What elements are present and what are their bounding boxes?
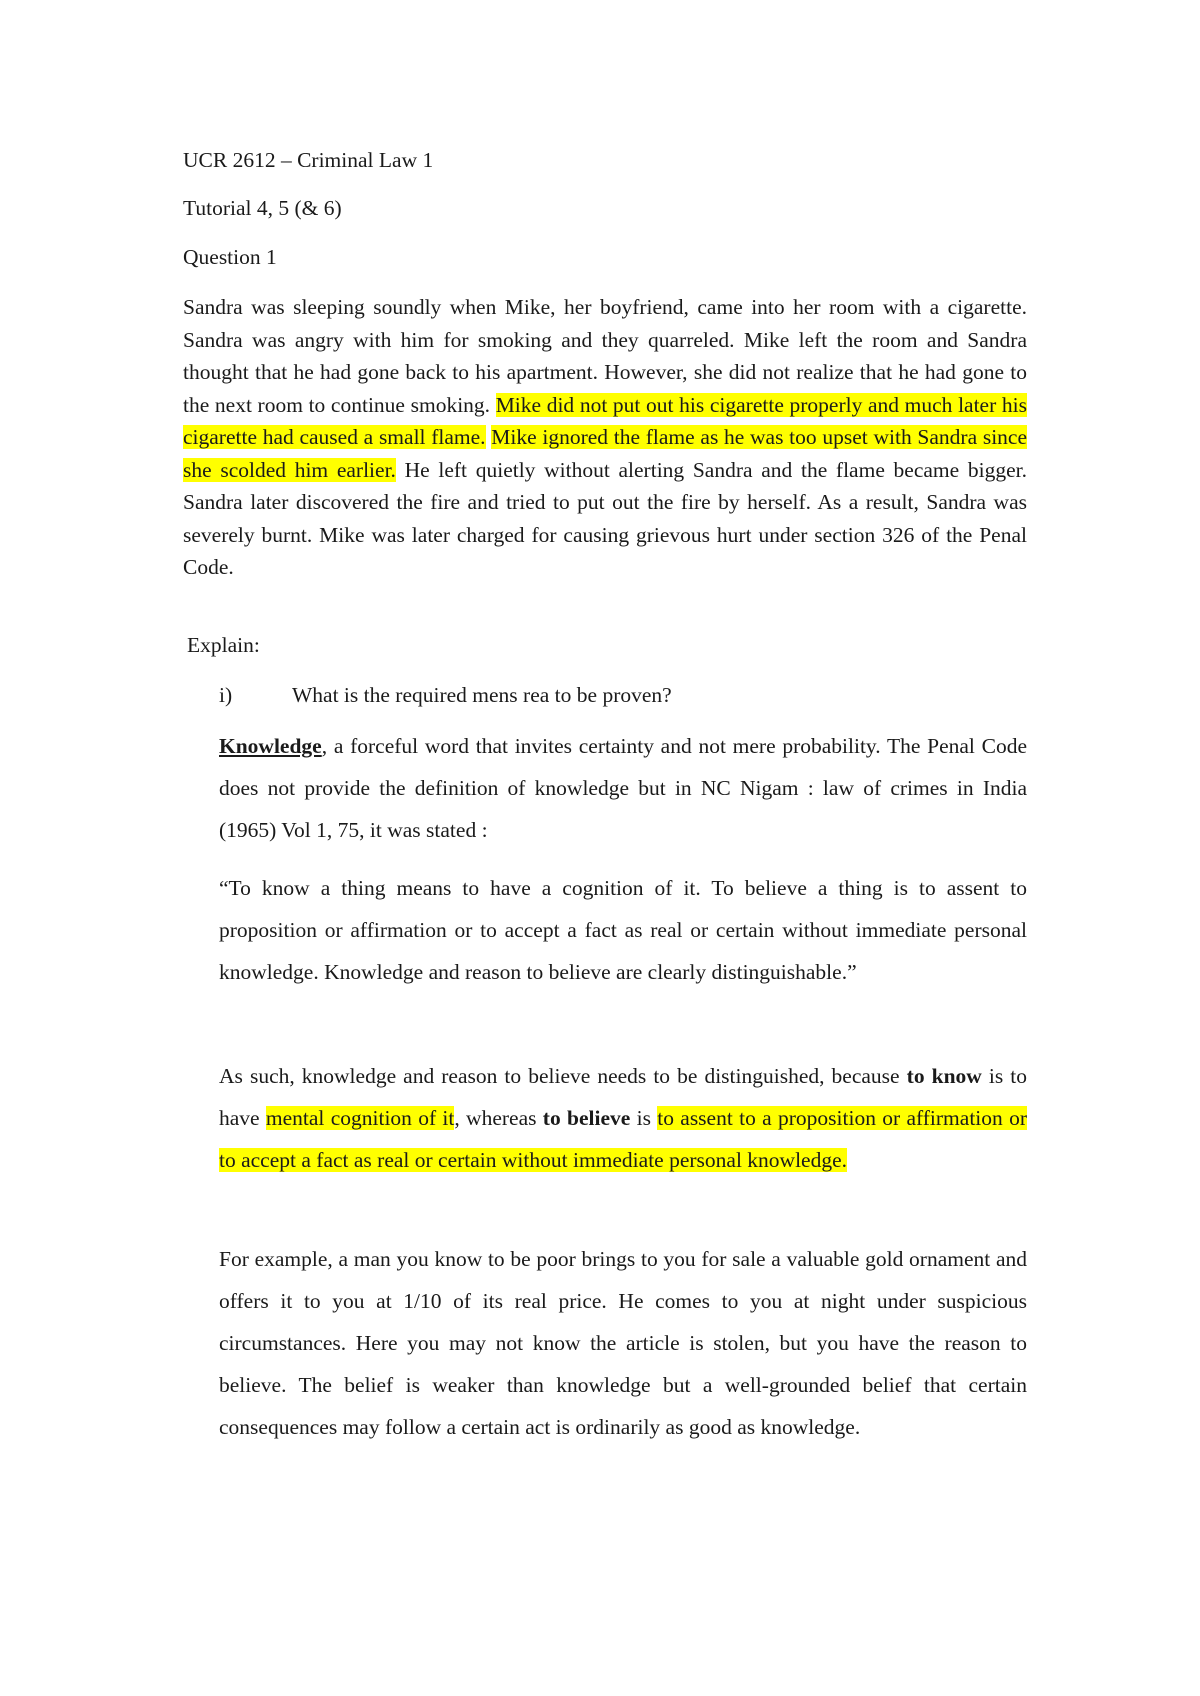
highlighted-text: mental cognition of it (265, 1106, 455, 1130)
highlighted-text: Mike ignored the flame as he was too upset with Sandra since she scolded him earlier. (183, 425, 1028, 482)
answer-paragraph-example: For example, a man you know to be poor brings to you for sale a valuable gold ornament and offers it to you at 1/10 of its real price. He comes to you at night under suspicious circumstances. Here you may not know the article is stolen, but you have the reason to believe. The belief is weaker than knowledge but a well-grounded belief that certain consequences may follow a certain act is ordinarily as good as knowledge. (219, 1247, 1027, 1439)
answer-text: As such, knowledge and reason to believe needs to be distinguished, because (219, 1064, 907, 1088)
answer-paragraph-distinction (219, 1055, 1027, 1181)
keyword-knowledge: Knowledge (219, 734, 322, 758)
answer-text: , whereas (454, 1106, 543, 1130)
answer-quote: “To know a thing means to have a cognition of it. To believe a thing is to assent to proposition or affirmation or to accept a fact as real or certain without immediate personal knowledge. Knowledge and reason to believe are clearly distinguishable.” (219, 876, 1027, 984)
question-paragraph (183, 291, 1027, 584)
list-item-text: What is the required mens rea to be proven? (292, 683, 672, 707)
answer-text: is (630, 1106, 658, 1130)
keyword-to-know: to know (906, 1064, 982, 1088)
answer-text: , a forceful word that invites certainty and not mere probability. The Penal Code does not provide the definition of knowledge but in NC Nigam : law of crimes in India (1965) Vol 1, 75, it was stated : (219, 734, 1027, 842)
highlighted-text: to assent to a proposition or affirmation or to accept a fact as real or certain without immediate personal knowledge. (219, 1106, 1027, 1172)
list-item-number: i) (219, 683, 233, 707)
highlighted-text: Mike did not put out his cigarette properly and much later his cigarette had caused a small flame. (183, 392, 1027, 449)
keyword-to-believe: to believe (542, 1106, 631, 1130)
question-text-part: He left quietly without alerting Sandra and the flame became bigger. Sandra later discovered the fire and tried to put out the fire by herself. As a result, Sandra was severely burnt. Mike was later charged for causing grievous hurt under section 326 of the Penal Code. (183, 457, 1027, 579)
answer-text: is to have (219, 1064, 1027, 1130)
tutorial-title: Tutorial 4, 5 (& 6) (183, 196, 342, 220)
question-heading: Question 1 (183, 245, 277, 269)
explain-label: Explain: (187, 633, 260, 657)
course-title: UCR 2612 – Criminal Law 1 (183, 148, 434, 172)
answer-paragraph-knowledge (219, 725, 1027, 851)
question-text-part: Sandra was sleeping soundly when Mike, her boyfriend, came into her room with a cigarette. Sandra was angry with him for smoking and they quarreled. Mike left the room and Sandra thought that he had gone back to his apartment. However, she did not realize that he had gone to the next room to continue smoking. (183, 295, 1027, 417)
